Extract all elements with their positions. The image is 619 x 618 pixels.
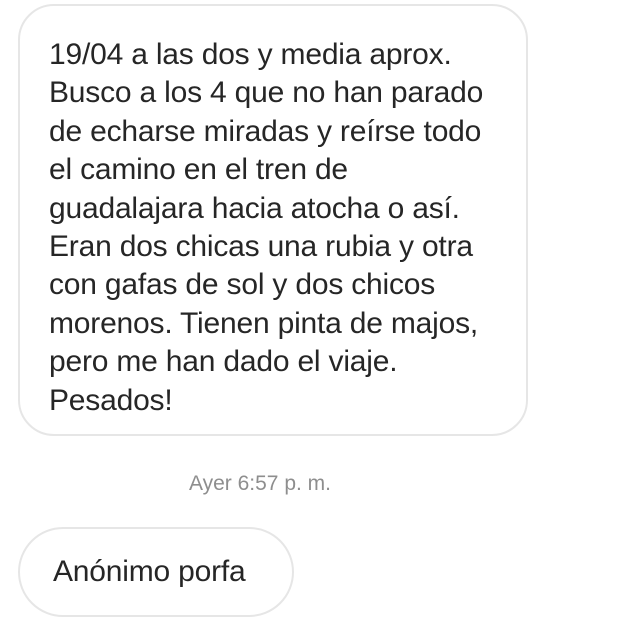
message-text: Anónimo porfa	[53, 555, 246, 588]
message-bubble[interactable]	[18, 527, 294, 617]
message-timestamp: Ayer 6:57 p. m.	[188, 472, 332, 495]
message-bubble[interactable]	[18, 4, 528, 436]
message-text: 19/04 a las dos y media aprox. Busco a los 4 que no han parado de echarse miradas y reírse todo el camino en el tren de guadalajara hacia atocha o así. Eran dos chicas una rubia y otra con gafas de sol y dos chicos morenos. Tienen pinta de majos, pero me han dado el viaje. Pesados!	[49, 38, 484, 417]
